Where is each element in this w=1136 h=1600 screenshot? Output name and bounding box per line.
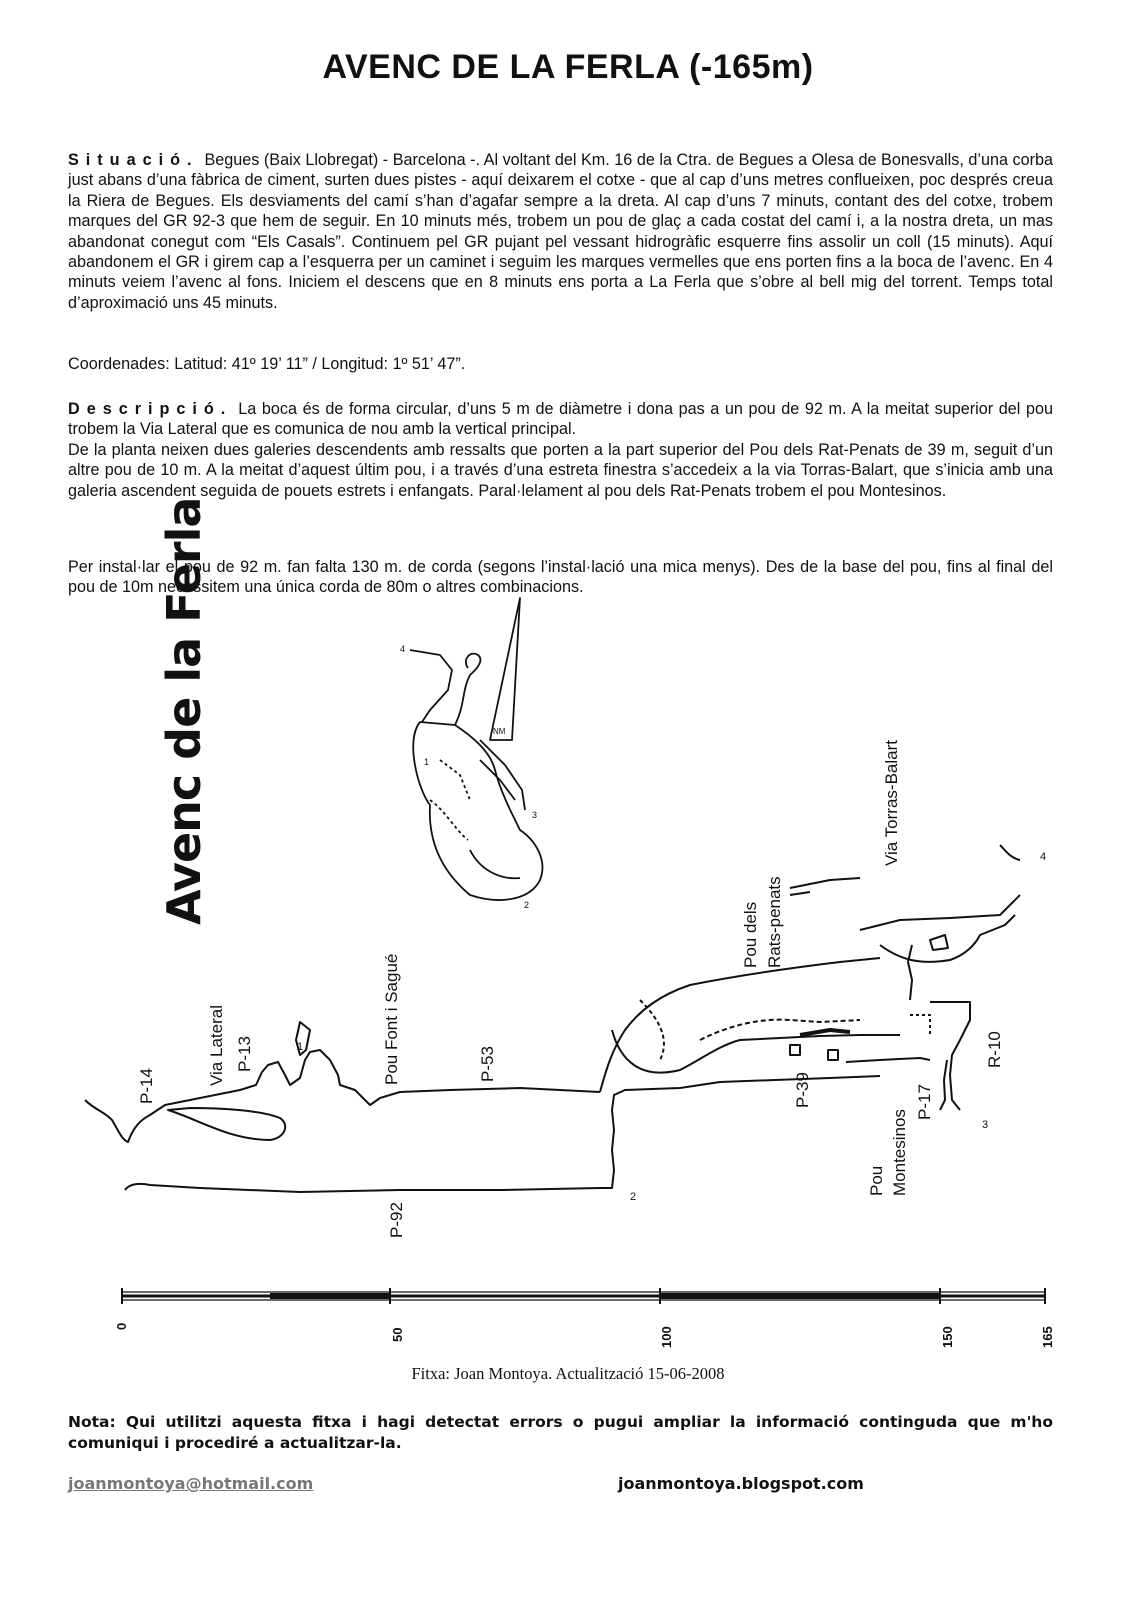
scale-100: 100 — [659, 1326, 674, 1348]
descripcio-paragraph — [68, 399, 1053, 440]
credit-line: Fitxa: Joan Montoya. Actualització 15-06-2008 — [411, 1364, 725, 1383]
situacio-text: Begues (Baix Llobregat) - Barcelona -. Al voltant del Km. 16 de la Ctra. de Begues a Olesa de Bonesvalls, d’una corba just abans d’una fàbrica de ciment, surten dues pistes - aquí deixarem el cotxe - que al cap d’uns metres conflueixen, poc després creua la Riera de Begues. Els desviaments del camí s’han d’agafar sempre a la dreta. Al cap d’uns 7 minuts, contant des del cotxe, trobem marques del GR 92-3 que hem de seguir. En 10 minuts més, trobem un pou de glaç a cada costat del camí i, a la nostra dreta, un mas abandonat conegut com “Els Casals”. Continuem pel GR pujant pel vessant hidrogràfic esquerre fins assolir un coll (15 minuts). Aquí abandonem el GR i girem cap a l’esquerra per un caminet i seguim les marques vermelles que ens porten fins a la boca de l’avenc. En 4 minuts veiem l’avenc al fons. Iniciem el descens que en 8 minuts ens porta a La Ferla que s’obre al bell mig del torrent. Temps total d’aproximació uns 45 minuts. — [68, 151, 1053, 312]
plan-label-4: 4 — [400, 644, 406, 654]
scale-0: 0 — [114, 1322, 129, 1330]
plan-label-3: 3 — [532, 810, 538, 820]
coordinates: Coordenades: Latitud: 41º 19’ 11” / Longitud: 1º 51’ 47”. — [68, 355, 466, 373]
label-p13: P-13 — [235, 1036, 254, 1072]
scale-150: 150 — [940, 1326, 955, 1348]
blog-link[interactable]: joanmontoya.blogspot.com — [618, 1474, 864, 1493]
page-title: AVENC DE LA FERLA (-165m) — [322, 48, 814, 86]
label-p53: P-53 — [478, 1046, 497, 1082]
plan-label-1: 1 — [424, 757, 430, 767]
descripcio-label: Descripció. — [68, 400, 233, 418]
descripcio-text-2: De la planta neixen dues galeries descendents amb ressalts que porten a la part superior del Pou dels Rat-Penats de 39 m, seguit d’un altre pou de 10 m. A la meitat d’aquest últim pou, i a través d’una estreta finestra s’accedeix a la via Torras-Balart, que s’inicia amb una galeria ascendent seguida de pouets estrets i enfangats. Paral·lelament al pou dels Rat-Penats trobem el pou Montesinos. — [68, 441, 1053, 500]
nota-paragraph: Nota: Qui utilitzi aquesta fitxa i hagi detectat errors o pugui ampliar la informació continguda que m'ho comuniqui i procediré a actualitzar-la. — [68, 1413, 1053, 1452]
situacio-paragraph — [68, 150, 1053, 313]
label-p14: P-14 — [137, 1068, 156, 1104]
label-3: 3 — [982, 1119, 989, 1131]
label-p92: P-92 — [387, 1202, 406, 1238]
scale-50: 50 — [390, 1327, 405, 1342]
label-p39: P-39 — [793, 1072, 812, 1108]
label-pou-font: Pou Font i Sagué — [382, 953, 401, 1085]
situacio-label: Situació. — [68, 151, 199, 169]
label-pou-rats-2: Rats-penats — [765, 876, 784, 968]
label-p17: P-17 — [915, 1084, 934, 1120]
survey-heading: Avenc de la Ferla — [157, 497, 211, 925]
label-4: 4 — [1040, 851, 1047, 863]
label-via-torras: Via Torras-Balart — [882, 740, 901, 866]
plan-view — [400, 598, 542, 910]
descripcio-text: La boca és de forma circular, d’uns 5 m de diàmetre i dona pas a un pou de 92 m. A la meitat superior del pou trobem la Via Lateral que es comunica de nou amb la vertical principal. — [68, 400, 1053, 439]
label-r10: R-10 — [985, 1031, 1004, 1068]
plan-label-2: 2 — [524, 900, 530, 910]
label-pou-montesinos-2: Montesinos — [890, 1109, 909, 1196]
installation-paragraph: Per instal·lar el pou de 92 m. fan falta 130 m. de corda (segons l’instal·lació una mica menys). Des de la base del pou, fins al final del pou de 10m necessitem una única corda de 80m o altres combinacions. — [68, 558, 1053, 597]
email-link[interactable]: joanmontoya@hotmail.com — [68, 1474, 314, 1493]
label-pou-rats-1: Pou dels — [741, 901, 760, 968]
label-pou-montesinos-1: Pou — [867, 1165, 886, 1196]
label-via-lateral: Via Lateral — [207, 1005, 226, 1086]
north-label: NM — [493, 727, 506, 736]
scale-bar — [122, 1288, 1045, 1304]
scale-165: 165 — [1040, 1326, 1055, 1348]
label-2: 2 — [630, 1191, 637, 1203]
label-1: 1 — [297, 1041, 304, 1053]
